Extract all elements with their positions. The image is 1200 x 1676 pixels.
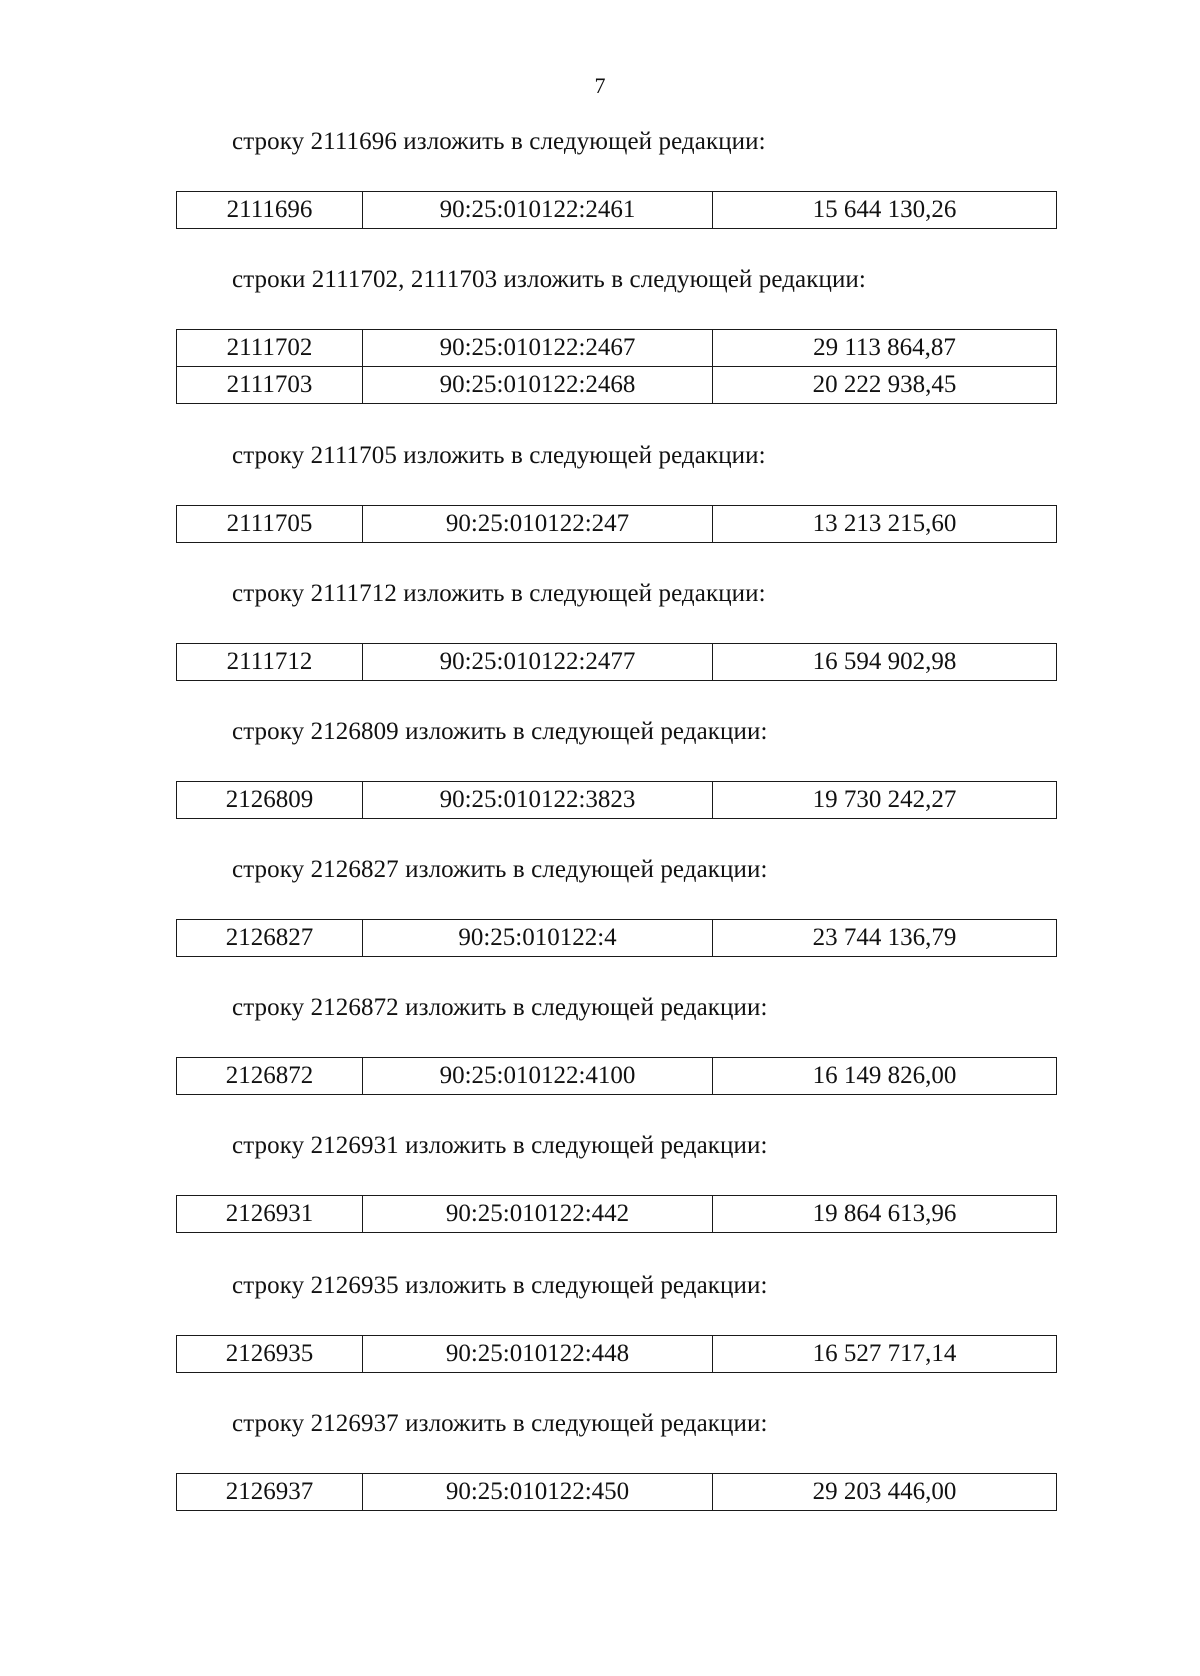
row-number-cell: 2126809 — [177, 782, 363, 819]
amendment-instruction: строку 2126937 изложить в следующей редакции: — [232, 1410, 768, 1437]
amendment-table — [176, 191, 1057, 229]
table-row — [177, 1058, 1057, 1095]
cadastral-value-cell: 19 864 613,96 — [713, 1196, 1057, 1233]
page-number: 7 — [594, 73, 606, 98]
row-number-cell: 2111702 — [177, 330, 363, 367]
cadastral-number-cell: 90:25:010122:450 — [363, 1474, 713, 1511]
table-row — [177, 920, 1057, 957]
amendment-instruction: строку 2111712 изложить в следующей редакции: — [232, 580, 766, 607]
amendment-table — [176, 643, 1057, 681]
cadastral-number-cell: 90:25:010122:4 — [363, 920, 713, 957]
cadastral-value-cell: 16 527 717,14 — [713, 1336, 1057, 1373]
amendment-table — [176, 781, 1057, 819]
amendment-instruction: строку 2111696 изложить в следующей редакции: — [232, 128, 766, 155]
table-row — [177, 506, 1057, 543]
cadastral-value-cell: 16 594 902,98 — [713, 644, 1057, 681]
cadastral-number-cell: 90:25:010122:442 — [363, 1196, 713, 1233]
amendment-table — [176, 1473, 1057, 1511]
row-number-cell: 2111712 — [177, 644, 363, 681]
amendment-table — [176, 1057, 1057, 1095]
amendment-instruction: строку 2111705 изложить в следующей редакции: — [232, 442, 766, 469]
row-number-cell: 2126937 — [177, 1474, 363, 1511]
row-number-cell: 2126931 — [177, 1196, 363, 1233]
row-number-cell: 2111705 — [177, 506, 363, 543]
cadastral-number-cell: 90:25:010122:2467 — [363, 330, 713, 367]
row-number-cell: 2126935 — [177, 1336, 363, 1373]
table-row — [177, 1336, 1057, 1373]
row-number-cell: 2111703 — [177, 367, 363, 404]
amendment-instruction: строку 2126935 изложить в следующей редакции: — [232, 1272, 768, 1299]
cadastral-number-cell: 90:25:010122:2468 — [363, 367, 713, 404]
table-row — [177, 644, 1057, 681]
cadastral-number-cell: 90:25:010122:3823 — [363, 782, 713, 819]
table-row — [177, 192, 1057, 229]
table-row — [177, 1196, 1057, 1233]
cadastral-value-cell: 19 730 242,27 — [713, 782, 1057, 819]
amendment-instruction: строку 2126931 изложить в следующей редакции: — [232, 1132, 768, 1159]
cadastral-value-cell: 29 203 446,00 — [713, 1474, 1057, 1511]
cadastral-number-cell: 90:25:010122:448 — [363, 1336, 713, 1373]
amendment-table — [176, 919, 1057, 957]
cadastral-value-cell: 16 149 826,00 — [713, 1058, 1057, 1095]
amendment-table — [176, 329, 1057, 404]
cadastral-value-cell: 29 113 864,87 — [713, 330, 1057, 367]
amendment-table — [176, 1195, 1057, 1233]
cadastral-value-cell: 15 644 130,26 — [713, 192, 1057, 229]
amendment-instruction: строку 2126827 изложить в следующей редакции: — [232, 856, 768, 883]
table-row — [177, 330, 1057, 367]
row-number-cell: 2126872 — [177, 1058, 363, 1095]
row-number-cell: 2111696 — [177, 192, 363, 229]
cadastral-number-cell: 90:25:010122:4100 — [363, 1058, 713, 1095]
amendment-table — [176, 1335, 1057, 1373]
amendment-table — [176, 505, 1057, 543]
row-number-cell: 2126827 — [177, 920, 363, 957]
cadastral-number-cell: 90:25:010122:2477 — [363, 644, 713, 681]
table-row — [177, 782, 1057, 819]
cadastral-number-cell: 90:25:010122:247 — [363, 506, 713, 543]
cadastral-value-cell: 20 222 938,45 — [713, 367, 1057, 404]
amendment-instruction: строку 2126809 изложить в следующей редакции: — [232, 718, 768, 745]
cadastral-number-cell: 90:25:010122:2461 — [363, 192, 713, 229]
amendment-instruction: строки 2111702, 2111703 изложить в следующей редакции: — [232, 266, 866, 293]
cadastral-value-cell: 13 213 215,60 — [713, 506, 1057, 543]
table-row — [177, 1474, 1057, 1511]
cadastral-value-cell: 23 744 136,79 — [713, 920, 1057, 957]
amendment-instruction: строку 2126872 изложить в следующей редакции: — [232, 994, 768, 1021]
table-row — [177, 367, 1057, 404]
